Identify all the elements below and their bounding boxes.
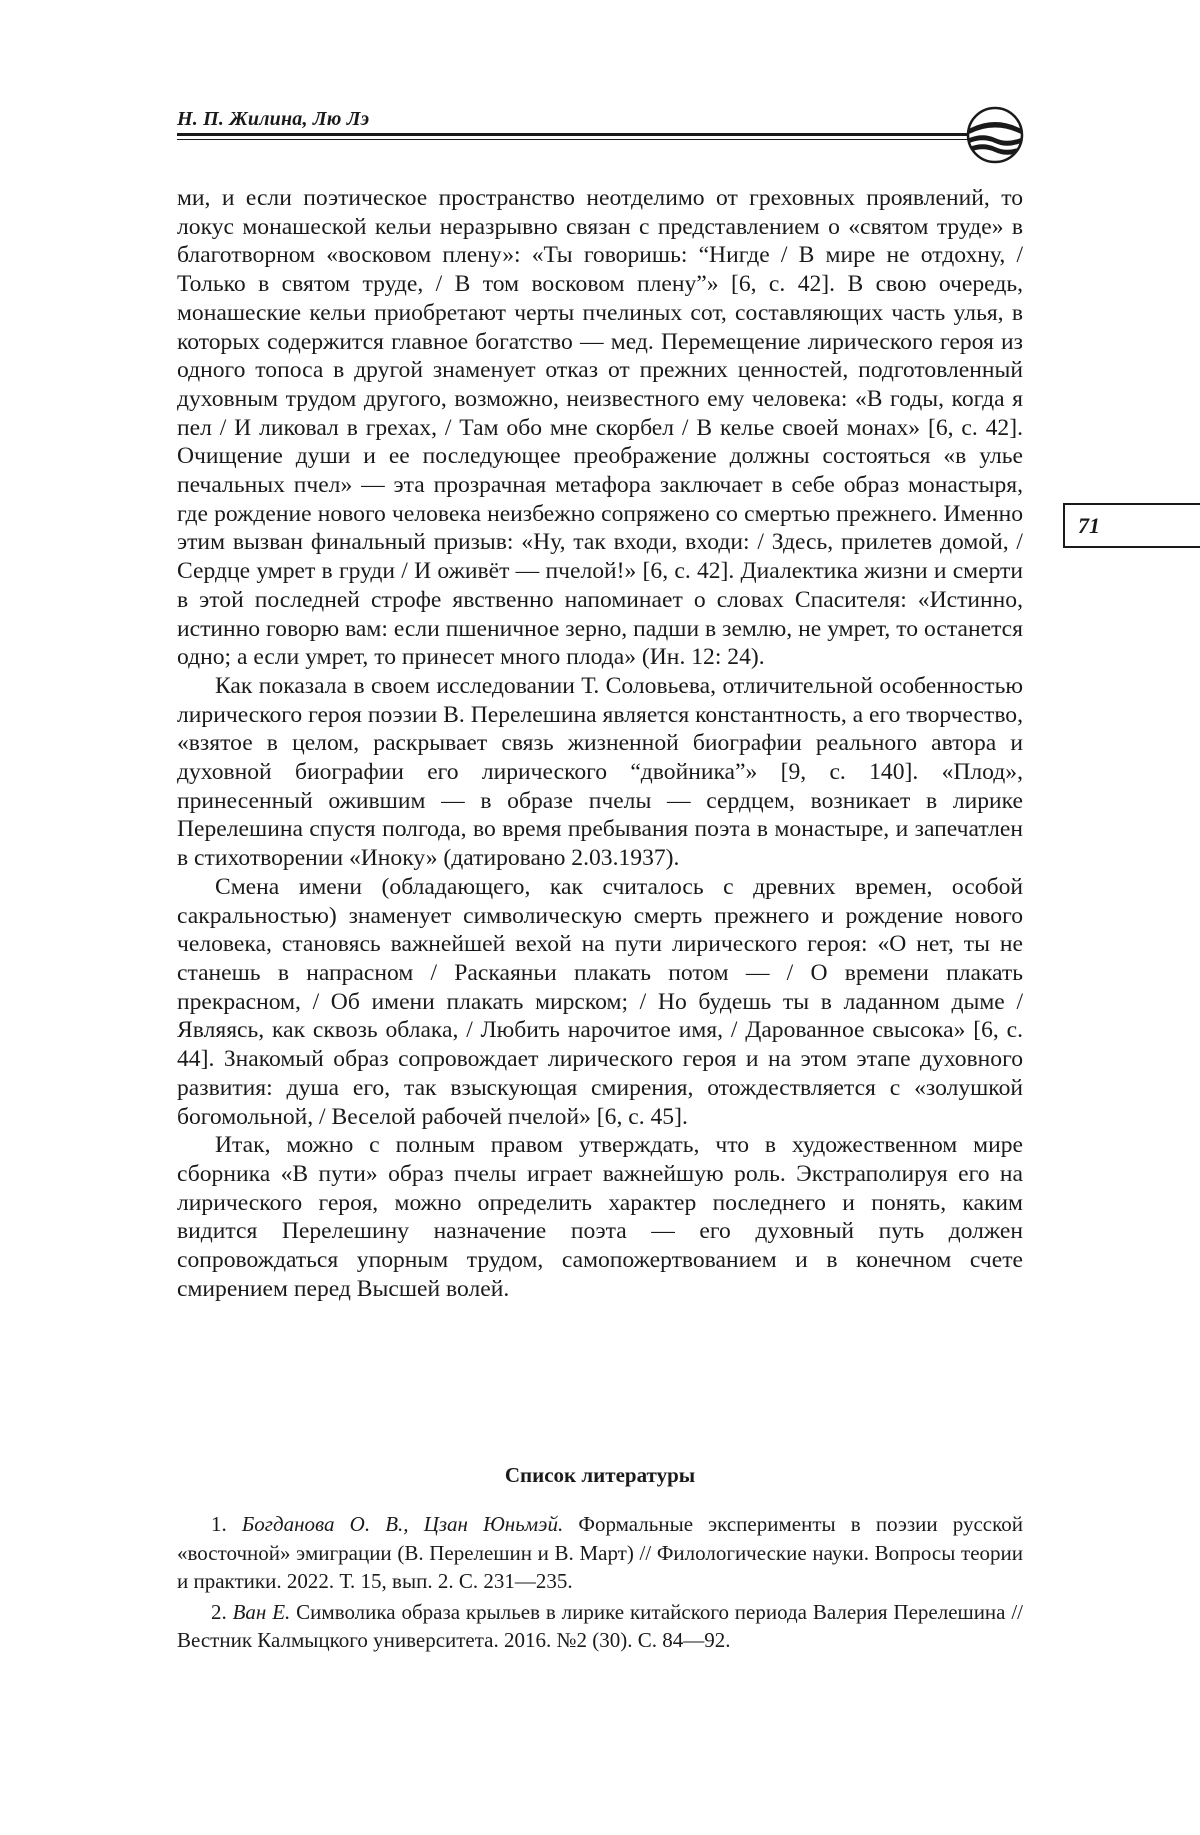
reference-text: Формальные эксперименты в поэзии русской «восточной» эмиграции (В. Перелешин и В. Март) // Филологические науки. Вопросы теории и практики. 2022. Т. 15, вып. 2. С. 231—235.	[177, 1512, 1024, 1593]
header-rule-thin	[177, 139, 969, 140]
reference-authors: Богданова О. В., Цзан Юньмэй.	[241, 1512, 564, 1536]
reference-authors: Ван Е.	[232, 1599, 291, 1624]
header-rule-thick	[177, 133, 969, 136]
reference-text: Символика образа крыльев в лирике китайского периода Валерия Перелешина // Вестник Калмыцкого университета. 2016. №2 (30). С. 84—92.	[177, 1599, 1024, 1652]
header-authors: Н. П. Жилина, Лю Лэ	[177, 108, 370, 130]
reference-item	[177, 1510, 1023, 1596]
reference-item	[177, 1598, 1023, 1655]
body-paragraph: Как показала в своем исследовании Т. Соловьева, отличительной особенностью лирического героя поэзии В. Перелешина является константность, а его творчество, «взятое в целом, раскрывает связь жизненной биографии реального автора и духовной биографии его лирического “двойника”» [9, с. 140]. «Плод», принесенный ожившим — в образе пчелы — сердцем, возникает в лирике Перелешина спустя полгода, во время пребывания поэта в монастыре, и запечатлен в стихотворении «Иноку» (датировано 2.03.1937).	[177, 672, 1023, 872]
body-paragraph: Итак, можно с полным правом утверждать, что в художественном мире сборника «В пути» образ пчелы играет важнейшую роль. Экстраполируя его на лирического героя, можно определить характер последнего и понять, каким видится Перелешину назначение поэта — его духовный путь должен сопровождаться упорным трудом, самопожертвованием и в конечном счете смирением перед Высшей волей.	[177, 1132, 1023, 1302]
reference-number: 2.	[211, 1599, 227, 1624]
references-title: Список литературы	[504, 1463, 696, 1487]
reference-number: 1.	[211, 1512, 227, 1536]
references-list	[177, 1510, 1023, 1657]
body-paragraph: Смена имени (обладающего, как считалось с древних времен, особой сакральностью) знаменует символическую смерть прежнего и рождение нового человека, становясь важнейшей вехой на пути лирического героя: «О нет, ты не станешь в напрасном / Раскаяньи плакать потом — / О времени плакать прекрасном, / Об имени плакать мирском; / Но будешь ты в ладанном дыме / Являясь, как сквозь облака, / Любить нарочитое имя, / Дарованное свысока» [6, с. 44]. Знакомый образ сопровождает лирического героя и на этом этапе духовного развития: душа его, так взыскующая смирения, отождествляется с «золушкой богомольной, / Веселой рабочей пчелой» [6, с. 45].	[177, 873, 1023, 1130]
running-header	[177, 104, 967, 144]
body-paragraph: ми, и если поэтическое пространство неотделимо от греховных проявлений, то локус монашеской кельи неразрывно связан с представлением о «святом труде» в благотворном «восковом плену»: «Ты говоришь: “Нигде / В мире не отдохну, / Только в святом труде, / В том восковом плену”» [6, с. 42]. В свою очередь, монашеские кельи приобретают черты пчелиных сот, составляющих часть улья, в которых содержится главное богатство — мед. Перемещение лирического героя из одного топоса в другой знаменует отказ от прежних ценностей, подготовленный духовным трудом другого, возможно, неизвестного ему человека: «В годы, когда я пел / И ликовал в грехах, / Там обо мне скорбел / В келье своей монах» [6, с. 42]. Очищение души и ее последующее преображение должны состояться «в улье печальных пчел» — эта прозрачная метафора заключает в себе образ монастыря, где рождение нового человека неизбежно сопряжено со смертью прежнего. Именно этим вызван финальный призыв: «Ну, так входи, входи: / Здесь, прилетев домой, / Сердце умрет в груди / И оживёт — пчелой!» [6, с. 42]. Диалектика жизни и смерти в этой последней строфе явственно напоминает о словах Спасителя: «Истинно, истинно говорю вам: если пшеничное зерно, падши в землю, не умрет, то останется одно; а если умрет, то принесет много плода» (Ин. 12: 24).	[177, 185, 1023, 671]
page-number-box	[1063, 503, 1200, 548]
page-number: 71	[1078, 513, 1100, 538]
article-body	[177, 184, 1023, 1303]
journal-logo-icon	[964, 104, 1026, 166]
